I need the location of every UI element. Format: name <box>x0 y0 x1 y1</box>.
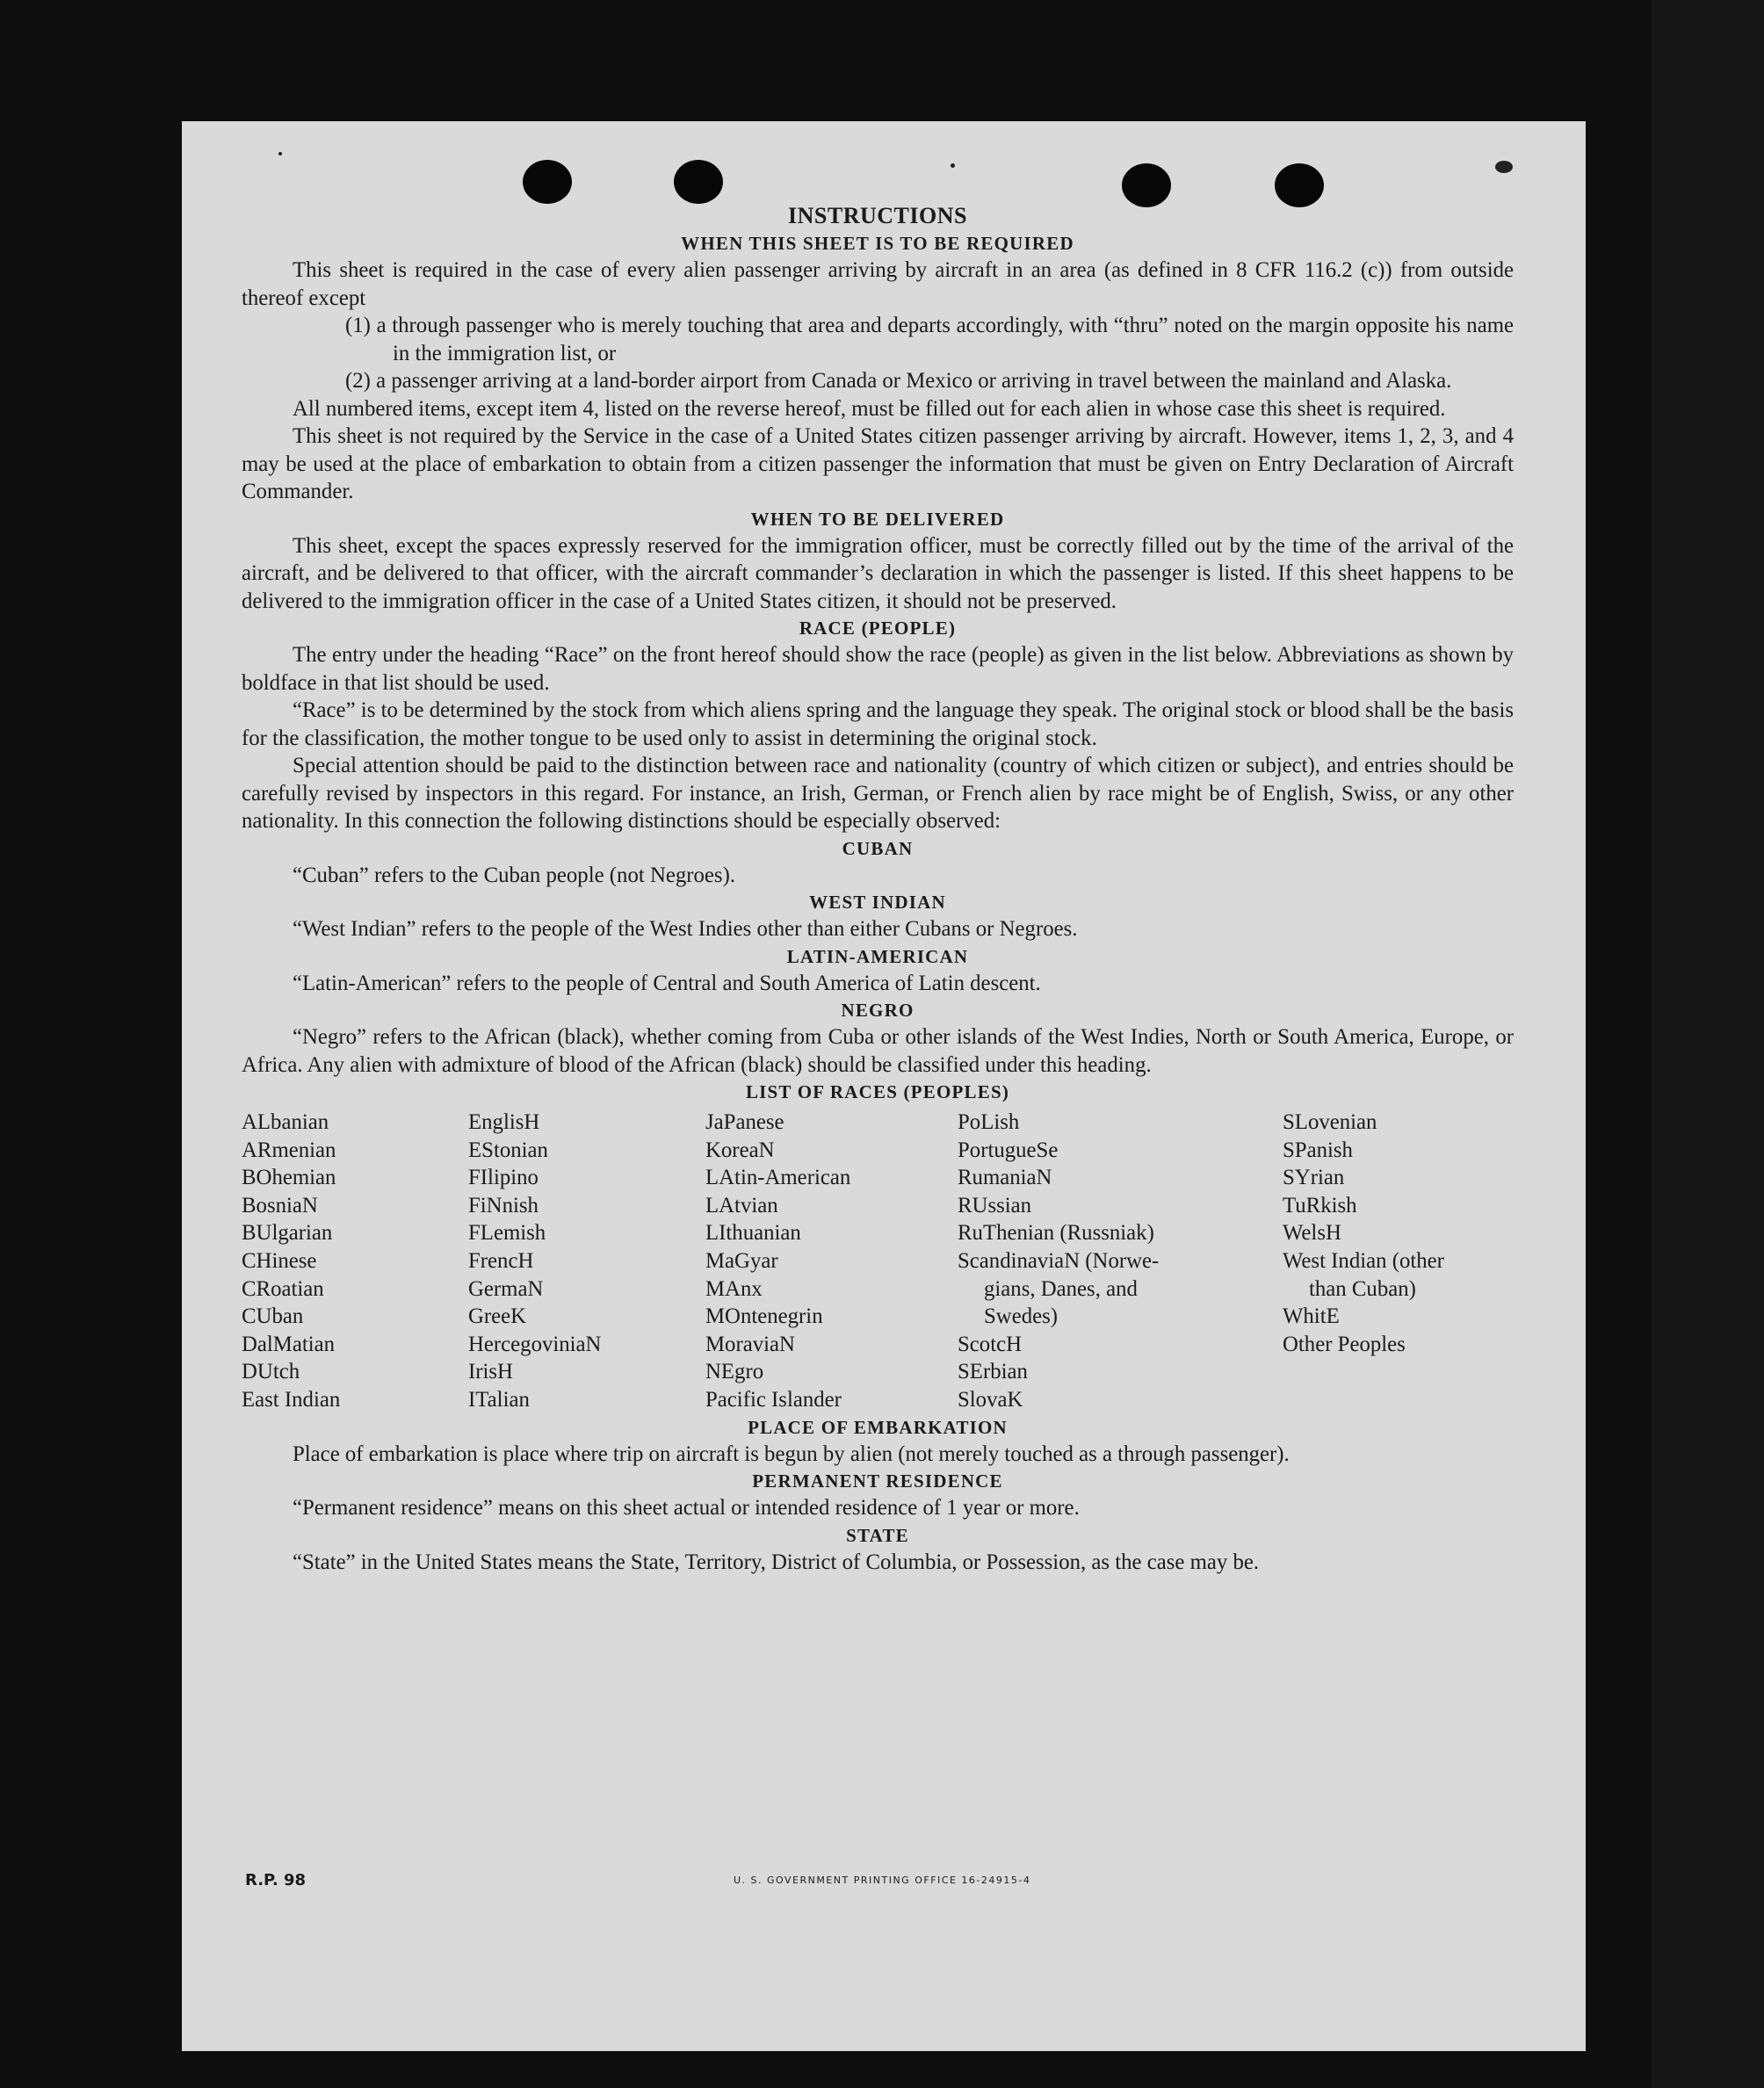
race-entry: ScandinaviaN (Norwe- <box>958 1248 1160 1273</box>
race-entry: LAtvian <box>705 1193 778 1217</box>
race-entry: CUban <box>242 1304 304 1329</box>
race-entry: WelsH <box>1283 1221 1341 1246</box>
section-heading: PERMANENT RESIDENCE <box>752 1470 1003 1492</box>
race-entry: ITalian <box>468 1387 530 1412</box>
list-item: (1) a through passenger who is merely touching that area and departs accordingly, with “thru” noted on the margin opposite his name in the immigration list, or <box>345 314 1514 365</box>
paragraph: “Latin-American” refers to the people of Central and South America of Latin descent. <box>293 971 1041 995</box>
race-entry: West Indian (other <box>1283 1248 1444 1273</box>
race-column <box>468 1109 705 1414</box>
race-entry: Swedes) <box>984 1304 1059 1329</box>
paragraph: “Permanent residence” means on this sheet actual or intended residence of 1 year or more. <box>293 1496 1080 1521</box>
race-entry: EStonian <box>468 1138 548 1162</box>
race-entry: BOhemian <box>242 1166 336 1190</box>
race-entry: JaPanese <box>705 1110 784 1134</box>
instructions-body <box>242 202 1514 1576</box>
paragraph: Special attention should be paid to the distinction between race and nationality (country of which citizen or subject), and entries should be carefully revised by inspectors in this regard. For instance, an Irish, German, or French alien by race might be of English, Swiss, or any other nationality. In this connection the following distinctions should be especially observed: <box>242 754 1514 833</box>
section-heading: NEGRO <box>841 1000 915 1021</box>
race-entry: RuThenian (Russniak) <box>958 1221 1154 1246</box>
race-entry: WhitE <box>1283 1304 1340 1329</box>
race-column <box>1283 1109 1514 1414</box>
race-column <box>705 1109 958 1414</box>
race-entry: gians, Danes, and <box>984 1276 1138 1301</box>
paragraph: “Cuban” refers to the Cuban people (not Negroes). <box>293 863 736 887</box>
race-entry: ARmenian <box>242 1138 336 1162</box>
paragraph: “West Indian” refers to the people of the West Indies other than either Cubans or Negroes. <box>293 917 1078 941</box>
section-heading: WHEN THIS SHEET IS TO BE REQUIRED <box>681 233 1074 254</box>
section-heading: LATIN-AMERICAN <box>786 945 969 967</box>
race-entry: LAtin-American <box>705 1166 851 1190</box>
race-entry: FLemish <box>468 1221 546 1246</box>
race-column <box>958 1109 1283 1414</box>
page-title: INSTRUCTIONS <box>788 203 967 228</box>
punch-hole <box>523 160 572 204</box>
printer-imprint: U. S. GOVERNMENT PRINTING OFFICE 16-24915-4 <box>734 1875 1031 1886</box>
race-entry: MaGyar <box>705 1248 778 1273</box>
race-entry: BosniaN <box>242 1193 318 1217</box>
punch-hole <box>1275 163 1324 207</box>
race-entry: DalMatian <box>242 1332 336 1356</box>
race-entry: HercegoviniaN <box>468 1332 602 1356</box>
list-item: (2) a passenger arriving at a land-border airport from Canada or Mexico or arriving in travel between the mainland and Alaska. <box>345 369 1452 393</box>
race-entry: GreeK <box>468 1304 527 1329</box>
race-list <box>242 1109 1514 1414</box>
race-entry: SlovaK <box>958 1387 1023 1412</box>
punch-hole <box>674 160 723 204</box>
race-entry: Other Peoples <box>1283 1332 1406 1356</box>
race-entry: PoLish <box>958 1110 1020 1134</box>
paragraph: This sheet, except the spaces expressly reserved for the immigration officer, must be correctly filled out by the time of the arrival of the aircraft, and be delivered to that officer, with the aircraft commander’s declaration in which the passenger is listed. If this sheet happens to be delivered to the immigration officer in the case of a United States citizen, it should not be preserved. <box>242 533 1514 613</box>
paragraph: Place of embarkation is place where trip on aircraft is begun by alien (not merely touched as a through passenger). <box>293 1441 1290 1466</box>
race-entry: RumaniaN <box>958 1166 1052 1190</box>
ink-speck <box>951 163 955 168</box>
race-entry: ALbanian <box>242 1110 329 1134</box>
section-heading: WHEN TO BE DELIVERED <box>750 508 1005 530</box>
race-entry: FiNnish <box>468 1193 539 1217</box>
paragraph: This sheet is not required by the Service in the case of a United States citizen passenger arriving by aircraft. However, items 1, 2, 3, and 4 may be used at the place of embarkation to obtain from a citizen passenger the information that must be given on Entry Declaration of Aircraft Commander. <box>242 424 1514 503</box>
ink-speck <box>278 152 282 155</box>
section-heading: PLACE OF EMBARKATION <box>748 1416 1008 1438</box>
document-page <box>182 121 1586 2051</box>
paragraph: All numbered items, except item 4, listed on the reverse hereof, must be filled out for each alien in whose case this sheet is required. <box>293 396 1446 421</box>
race-entry: CRoatian <box>242 1276 324 1301</box>
race-entry: East Indian <box>242 1387 341 1412</box>
race-entry: MAnx <box>705 1276 763 1301</box>
section-heading: LIST OF RACES (PEOPLES) <box>745 1081 1010 1102</box>
race-entry: DUtch <box>242 1360 300 1384</box>
race-entry: SErbian <box>958 1360 1028 1384</box>
race-entry: NEgro <box>705 1360 764 1384</box>
section-heading: CUBAN <box>842 837 914 859</box>
race-entry: MoraviaN <box>705 1332 795 1356</box>
scan-border <box>1652 0 1764 2088</box>
race-entry: KoreaN <box>705 1138 775 1162</box>
punch-hole <box>1122 163 1171 207</box>
race-entry: SLovenian <box>1283 1110 1377 1134</box>
race-entry: EnglisH <box>468 1110 540 1134</box>
section-heading: RACE (PEOPLE) <box>799 618 957 639</box>
ink-speck <box>1495 161 1513 173</box>
form-number: R.P. 98 <box>245 1871 307 1889</box>
race-entry: FIlipino <box>468 1166 539 1190</box>
race-entry: IrisH <box>468 1360 513 1384</box>
paragraph: This sheet is required in the case of every alien passenger arriving by aircraft in an area (as defined in 8 CFR 116.2 (c)) from outside thereof except <box>242 258 1514 310</box>
race-entry: Pacific Islander <box>705 1387 842 1412</box>
race-entry: MOntenegrin <box>705 1304 823 1329</box>
race-entry: BUlgarian <box>242 1221 333 1246</box>
race-entry: SPanish <box>1283 1138 1353 1162</box>
paragraph: “Race” is to be determined by the stock from which aliens spring and the language they speak. The original stock or blood shall be the basis for the classification, the mother tongue to be used only to assist in determining the original stock. <box>242 698 1514 750</box>
race-entry: RUssian <box>958 1193 1032 1217</box>
race-entry: than Cuban) <box>1309 1276 1416 1301</box>
paragraph: “State” in the United States means the State, Territory, District of Columbia, or Possession, as the case may be. <box>293 1550 1260 1574</box>
race-column <box>242 1109 468 1414</box>
race-entry: PortugueSe <box>958 1138 1059 1162</box>
section-heading: WEST INDIAN <box>809 892 946 913</box>
race-entry: TuRkish <box>1283 1193 1357 1217</box>
race-entry: GermaN <box>468 1276 544 1301</box>
race-entry: FrencH <box>468 1248 534 1273</box>
paragraph: “Negro” refers to the African (black), whether coming from Cuba or other islands of the West Indies, North or South America, Europe, or Africa. Any alien with admixture of blood of the African (black) should be classified under this heading. <box>242 1025 1514 1077</box>
paragraph: The entry under the heading “Race” on the front hereof should show the race (people) as given in the list below. Abbreviations as shown by boldface in that list should be used. <box>242 643 1514 695</box>
race-entry: SYrian <box>1283 1166 1345 1190</box>
race-entry: LIthuanian <box>705 1221 801 1246</box>
race-entry: CHinese <box>242 1248 317 1273</box>
section-heading: STATE <box>846 1524 909 1546</box>
race-entry: ScotcH <box>958 1332 1022 1356</box>
